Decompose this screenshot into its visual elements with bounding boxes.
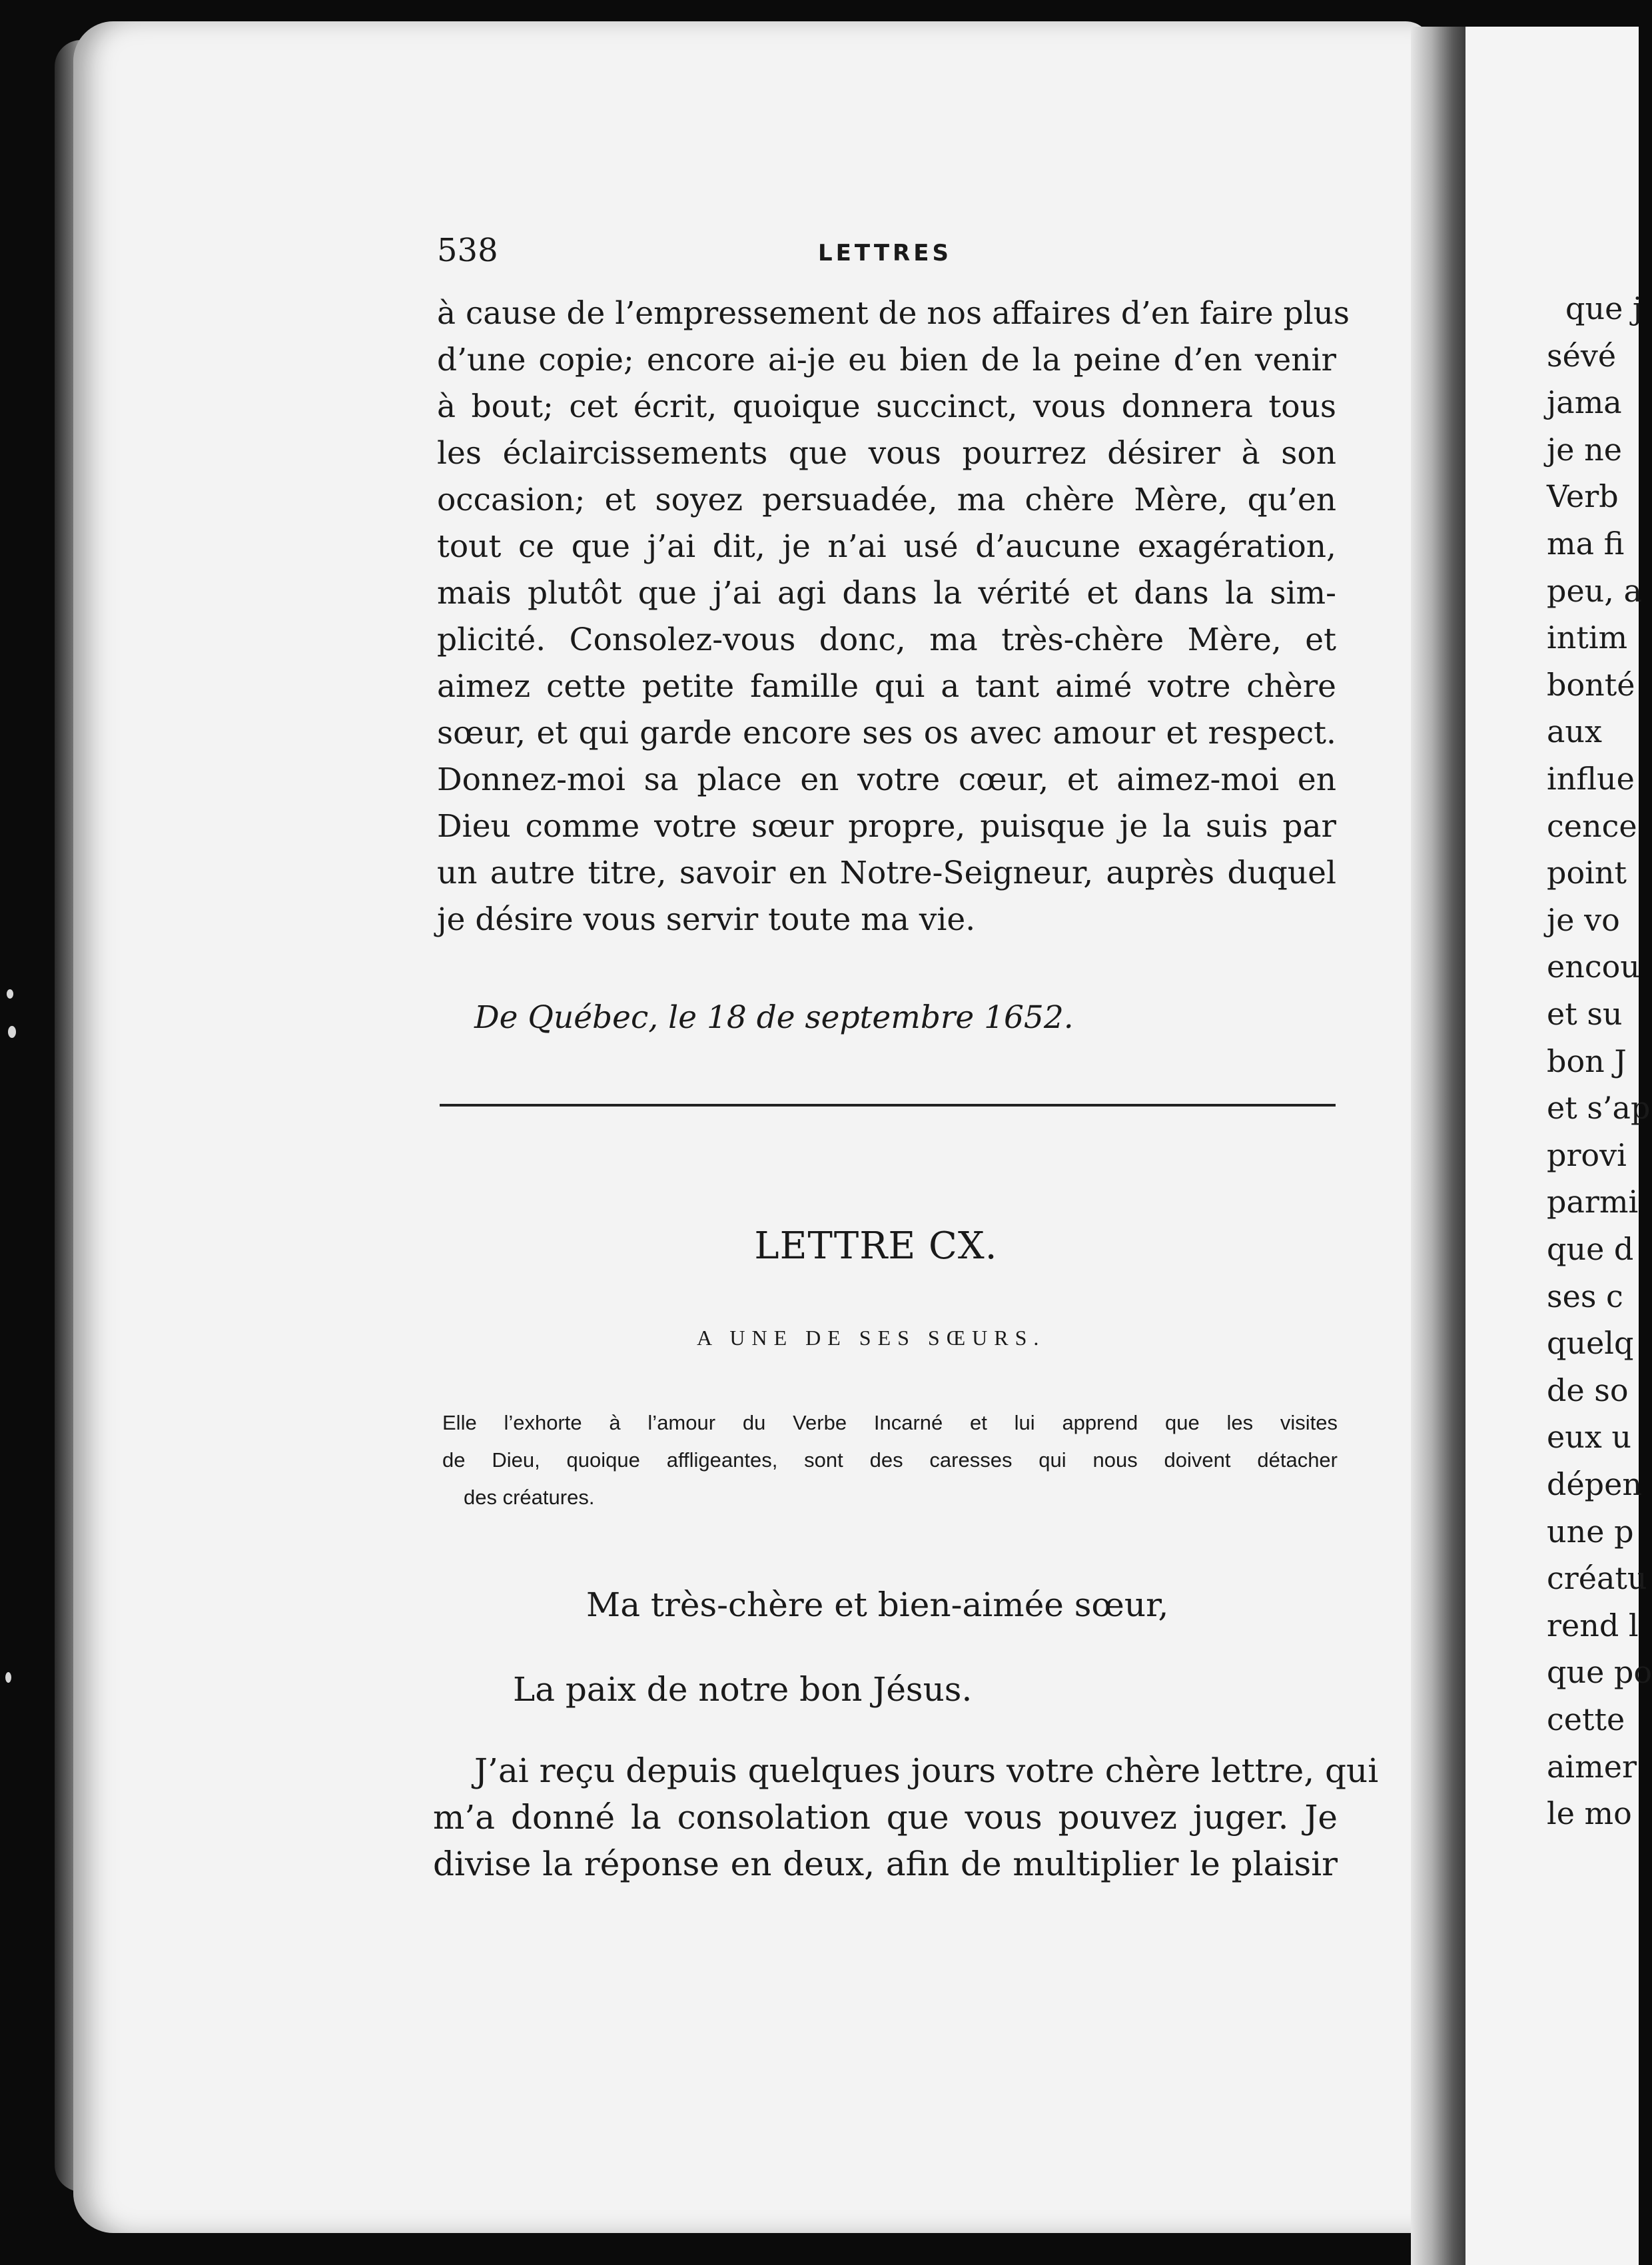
right-page-line: bonté [1547,666,1635,703]
right-page-line: créatu [1547,1560,1647,1597]
right-page-line: ses c [1547,1278,1623,1314]
salutation: Ma très-chère et bien-aimée sœur, [586,1586,1169,1624]
right-page-line: point [1547,855,1627,891]
running-title: LETTRES [818,240,952,266]
greeting: La paix de notre bon Jésus. [513,1670,973,1709]
right-page-line: provi [1547,1136,1627,1173]
scan-speck [5,1672,11,1683]
right-page-line: cette [1547,1701,1625,1737]
summary-line: de Dieu, quoique affligeantes, sont des caresses qui nous doivent détacher [442,1448,1338,1472]
right-page-line: influe [1547,761,1635,797]
text-line: J’ai reçu depuis quelques jours votre chère lettre, qui [474,1751,1379,1790]
text-line: sœur, et qui garde encore ses os avec amour et respect. [437,715,1336,751]
text-line: les éclaircissements que vous pourrez désirer à son [437,435,1336,472]
right-page-line: et s’ap [1547,1090,1651,1127]
scan-speck [8,1026,16,1038]
page-number: 538 [437,232,498,269]
text-line: je désire vous servir toute ma vie. [437,901,976,938]
text-line: à bout; cet écrit, quoique succinct, vous donnera tous [437,388,1336,425]
right-page-line: encou [1547,949,1640,985]
text-line: aimez cette petite famille qui a tant aimé votre chère [437,668,1336,705]
right-page-line: dépen [1547,1466,1642,1502]
right-page-line: jama [1547,384,1622,421]
text-line: un autre titre, savoir en Notre-Seigneur, auprès duquel [437,855,1336,891]
right-page-line: rend l [1547,1607,1639,1643]
right-page-line: une p [1547,1513,1634,1550]
right-page-line: que po [1547,1654,1652,1691]
right-page-line: eux u [1547,1419,1632,1456]
text-line: occasion; et soyez persuadée, ma chère Mère, qu’en [437,482,1336,518]
right-page-line: cence [1547,807,1637,844]
text-line: tout ce que j’ai dit, je n’ai usé d’aucune exagération, [437,528,1336,565]
letter-number: LETTRE CX. [754,1224,998,1268]
letter-heading [0,1224,1639,1268]
text-line: Donnez-moi sa place en votre cœur, et aimez-moi en [437,761,1336,798]
right-page-line: quelq [1547,1325,1634,1362]
right-page [1465,27,1652,2265]
right-page-line: je ne [1547,431,1622,468]
right-page-line: parmi [1547,1184,1639,1220]
text-line: plicité. Consolez-vous donc, ma très-chère Mère, et [437,622,1336,658]
right-page-line: aux [1547,713,1602,750]
right-page-line: peu, a [1547,572,1642,609]
right-page-line: intim [1547,620,1628,656]
right-page-line: je vo [1547,901,1620,938]
book-gutter [1411,27,1471,2265]
section-divider [440,1104,1336,1107]
text-line: Dieu comme votre sœur propre, puisque je la suis par [437,808,1336,845]
text-line: m’a donné la consolation que vous pouvez juger. Je [433,1798,1338,1837]
running-head [437,232,952,269]
summary-line: Elle l’exhorte à l’amour du Verbe Incarné et lui apprend que les visites [442,1411,1338,1434]
right-page-line: aimer [1547,1748,1637,1785]
right-page-line: Verb [1547,478,1619,515]
right-page-line: et su [1547,996,1623,1032]
summary-line: des créatures. [464,1486,595,1509]
text-line: d’une copie; encore ai-je eu bien de la peine d’en venir [437,342,1336,378]
text-line: mais plutôt que j’ai agi dans la vérité et dans la sim- [437,575,1336,612]
right-page-line: bon J [1547,1043,1627,1079]
text-line: à cause de l’empressement de nos affaires d’en faire plus [437,295,1350,332]
dateline: De Québec, le 18 de septembre 1652. [474,999,1074,1036]
right-page-line: le mo [1547,1795,1632,1832]
scan-speck [7,989,13,999]
right-page-line: de so [1547,1372,1629,1408]
right-page-line: que j [1565,290,1643,326]
right-page-line: que d [1547,1231,1634,1267]
letter-recipient: A UNE DE SES SŒURS. [697,1326,1046,1350]
right-page-line: sévé [1547,337,1617,374]
text-line: divise la réponse en deux, afin de multiplier le plaisir [433,1845,1338,1883]
right-page-line: ma fi [1547,526,1625,562]
